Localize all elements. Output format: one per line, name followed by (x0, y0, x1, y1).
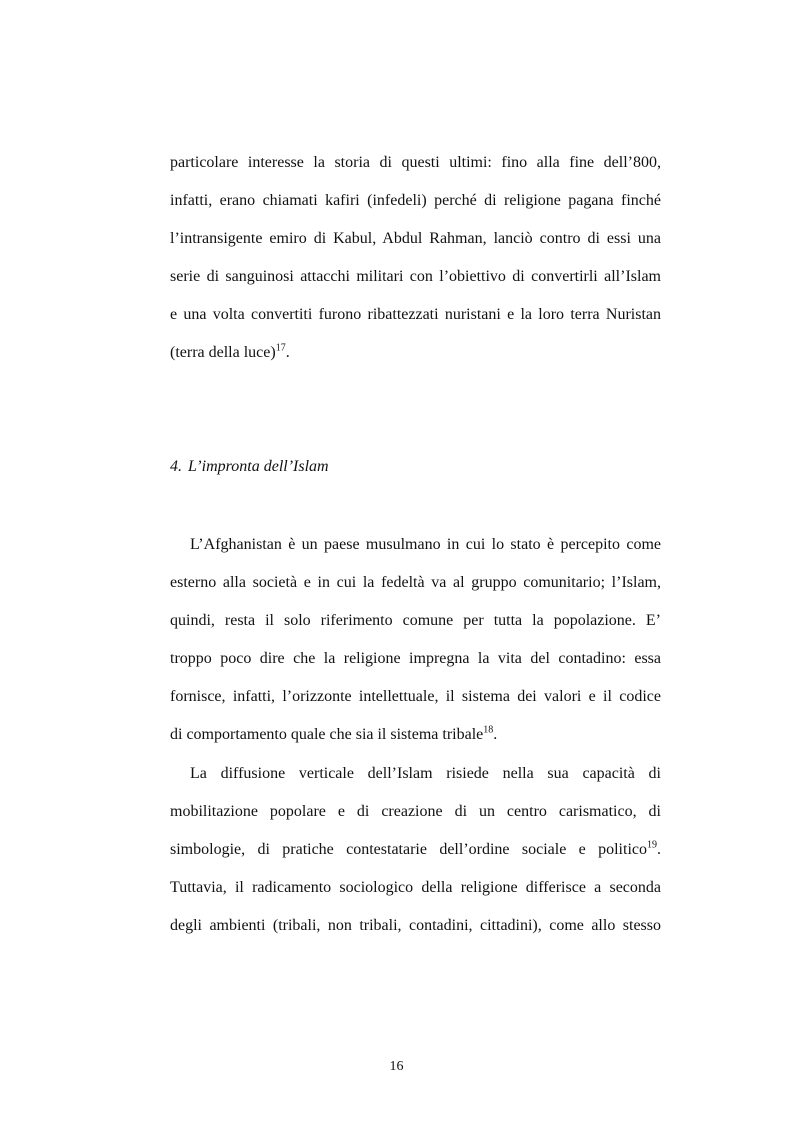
paragraph-2-line: esterno alla società e in cui la fedeltà va al gruppo comunitario; l’Islam, (170, 574, 661, 591)
footnote-ref-18: 18 (483, 724, 494, 736)
paragraph-2-line: L’Afghanistan è un paese musulmano in cui lo stato è percepito come (190, 536, 661, 553)
paragraph-1-line: particolare interesse la storia di questi ultimi: fino alla fine dell’800, (170, 154, 661, 171)
paragraph-1-line: infatti, erano chiamati kafiri (infedeli) perché di religione pagana finché (170, 192, 661, 209)
paragraph-3-line: La diffusione verticale dell’Islam risiede nella sua capacità di (190, 765, 661, 782)
section-title: L’impronta dell’Islam (188, 458, 329, 475)
paragraph-1-last-line (170, 343, 661, 363)
paragraph-2-period: . (493, 726, 498, 743)
section-number: 4. (170, 458, 182, 475)
paragraph-1-line: l’intransigente emiro di Kabul, Abdul Rahman, lanciò contro di essi una (170, 230, 661, 247)
footnote-ref-17: 17 (275, 342, 286, 354)
paragraph-2-last-line (170, 725, 661, 745)
paragraph-1-last-text: (terra della luce) (170, 344, 276, 361)
paragraph-2-line: troppo poco dire che la religione impregna la vita del contadino: essa (170, 650, 661, 667)
paragraph-2-line: quindi, resta il solo riferimento comune per tutta la popolazione. E’ (170, 612, 661, 629)
footnote-ref-19: 19 (647, 839, 657, 851)
paragraph-3-line-with-note (170, 840, 661, 860)
paragraph-2-line: fornisce, infatti, l’orizzonte intellettuale, il sistema dei valori e il codice (170, 688, 661, 705)
paragraph-3-line: degli ambienti (tribali, non tribali, contadini, cittadini), come allo stesso (170, 917, 661, 934)
paragraph-3-period: . (657, 841, 661, 858)
section-heading (170, 458, 329, 476)
paragraph-2-last-text: di comportamento quale che sia il sistema tribale (170, 726, 484, 743)
page-number: 16 (389, 1059, 404, 1074)
paragraph-1-period: . (285, 344, 290, 361)
paragraph-1-line: e una volta convertiti furono ribattezzati nuristani e la loro terra Nuristan (170, 306, 661, 323)
paragraph-3-line-text: simbologie, di pratiche contestatarie dell’ordine sociale e politico (170, 841, 647, 858)
paragraph-3-line: mobilitazione popolare e di creazione di un centro carismatico, di (170, 803, 661, 820)
paragraph-3-line: Tuttavia, il radicamento sociologico della religione differisce a seconda (170, 879, 661, 896)
paragraph-1-line: serie di sanguinosi attacchi militari con l’obiettivo di convertirli all’Islam (170, 268, 661, 285)
